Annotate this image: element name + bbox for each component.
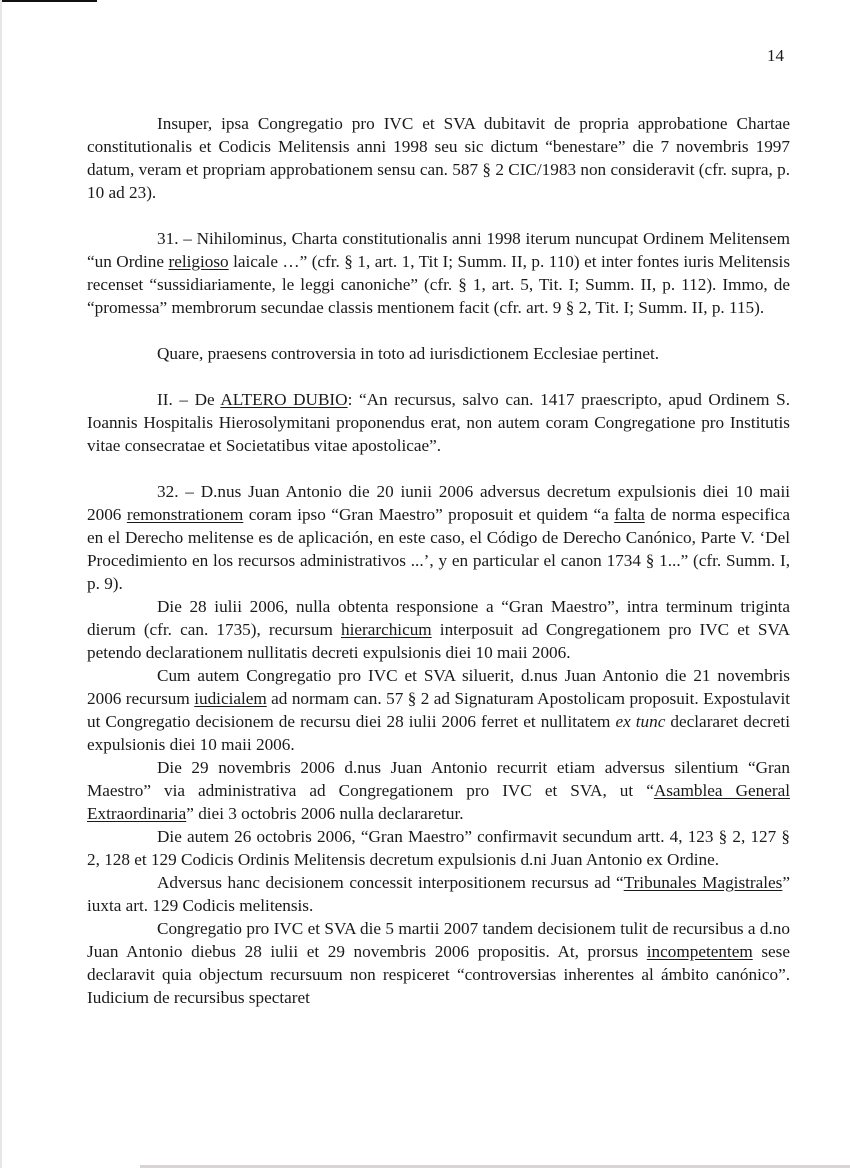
text-run: : “An recursus, salvo can. 1417 praescripto, apud Ordinem S. Ioannis Hospitalis Hierosolymitani proponendus erat, non autem coram Congregatione pro Institutis vitae consecratae et Societatibus vitae apostolicae”.	[87, 390, 790, 455]
text-run: II. – De	[157, 390, 221, 409]
underlined-term: Tribunales Magistrales	[623, 873, 783, 892]
text-run: laicale …” (cfr. § 1, art. 1, Tit I; Summ. II, p. 110) et inter fontes iuris Melitensis recenset “sussidiariamente, le leggi canoniche” (cfr. § 1, art. 5, Tit. I; Summ. II, p. 112). Immo, de “promessa” membrorum secundae classis mentionem facit (cfr. art. 9 § 2, Tit. I; Summ. II, p. 115).	[87, 252, 791, 317]
underlined-term: Asamblea General Extraordinaria	[87, 781, 790, 823]
underlined-term: incompetentem	[646, 942, 753, 961]
text-run: coram ipso “Gran Maestro” proposuit et quidem “a	[243, 505, 615, 524]
text-run: ” iuxta art. 129 Codicis melitensis.	[87, 873, 790, 915]
underlined-term: iudicialem	[194, 689, 267, 708]
section-heading-altero-dubio	[87, 388, 790, 457]
underlined-term: ALTERO DUBIO	[220, 390, 348, 409]
paragraph-insuper	[87, 112, 790, 204]
underlined-term: falta	[614, 505, 645, 524]
text-run: 32. – D.nus Juan Antonio die 20 iunii 2006 adversus decretum expulsionis diei 10 maii 2006	[87, 482, 790, 524]
paragraph-31	[87, 227, 790, 319]
document-body	[87, 112, 790, 1009]
paragraph-congregatio-5-martii	[87, 917, 790, 1009]
text-run: Die 28 iulii 2006, nulla obtenta responsione a “Gran Maestro”, intra terminum triginta dierum (cfr. can. 1735), recursum	[87, 597, 790, 639]
paragraph-die-26-octobris	[87, 825, 790, 871]
paragraph-die-29-novembris	[87, 756, 790, 825]
scan-edge-left	[0, 0, 2, 1168]
text-run: declararet decreti expulsionis diei 10 maii 2006.	[87, 712, 790, 754]
text-run: Die autem 26 octobris 2006, “Gran Maestro” confirmavit secundum artt. 4, 123 § 2, 127 § 2, 128 et 129 Codicis Ordinis Melitensis decretum expulsionis d.ni Juan Antonio ex Ordine.	[87, 827, 790, 869]
underlined-term: hierarchicum	[341, 620, 432, 639]
text-run: ” diei 3 octobris 2006 nulla declararetur.	[186, 804, 464, 823]
underlined-term: religioso	[168, 252, 229, 271]
text-run: sese declaravit quia objectum recursuum non respiceret “controversias inherentes al ámbito canónico”. Iudicium de recursibus spectaret	[87, 942, 790, 1007]
text-run: de norma especifica en el Derecho melitense es de aplicación, en este caso, el Código de Derecho Canónico, Parte V. ‘Del Procedimiento en los recursos administrativos ...’, y en particular el canon 1734 § 1...” (cfr. Summ. I, p. 9).	[87, 505, 790, 593]
text-run: ad normam can. 57 § 2 ad Signaturam Apostolicam proposuit. Expostulavit ut Congregatio decisionem de recursu diei 28 iulii 2006 ferret et nullitatem	[87, 689, 790, 731]
text-run: Quare, praesens controversia in toto ad iurisdictionem Ecclesiae pertinet.	[157, 344, 660, 363]
italic-term: ex tunc	[615, 712, 666, 731]
text-run: interposuit ad Congregationem pro IVC et SVA petendo declarationem nullitatis decreti expulsionis diei 10 maii 2006.	[87, 620, 790, 662]
text-run: Adversus hanc decisionem concessit interpositionem recursus ad “	[157, 873, 624, 892]
text-run: Congregatio pro IVC et SVA die 5 martii 2007 tandem decisionem tulit de recursibus a d.no Juan Antonio diebus 28 iulii et 29 novembris 2006 propositis. At, prorsus	[87, 919, 790, 961]
text-run: 31. – Nihilominus, Charta constitutionalis anni 1998 iterum nuncupat Ordinem Melitensem “un Ordine	[87, 229, 790, 271]
paragraph-quare	[87, 342, 790, 365]
text-run: Insuper, ipsa Congregatio pro IVC et SVA dubitavit de propria approbatione Chartae constitutionalis et Codicis Melitensis anni 1998 seu sic dictum “benestare” die 7 novembris 1997 datum, veram et propriam approbationem sensu can. 587 § 2 CIC/1983 non consideravit (cfr. supra, p. 10 ad 23).	[87, 114, 790, 202]
scan-edge-top	[0, 0, 97, 2]
paragraph-die-28-iulii	[87, 595, 790, 664]
text-run: Cum autem Congregatio pro IVC et SVA siluerit, d.nus Juan Antonio die 21 novembris 2006 recursum	[87, 666, 790, 708]
text-run: Die 29 novembris 2006 d.nus Juan Antonio recurrit etiam adversus silentium “Gran Maestro” via administrativa ad Congregationem pro IVC et SVA, ut “	[87, 758, 790, 800]
paragraph-32	[87, 480, 790, 595]
page-number: 14	[767, 46, 784, 65]
underlined-term: remonstrationem	[126, 505, 244, 524]
paragraph-adversus	[87, 871, 790, 917]
paragraph-cum-autem	[87, 664, 790, 756]
